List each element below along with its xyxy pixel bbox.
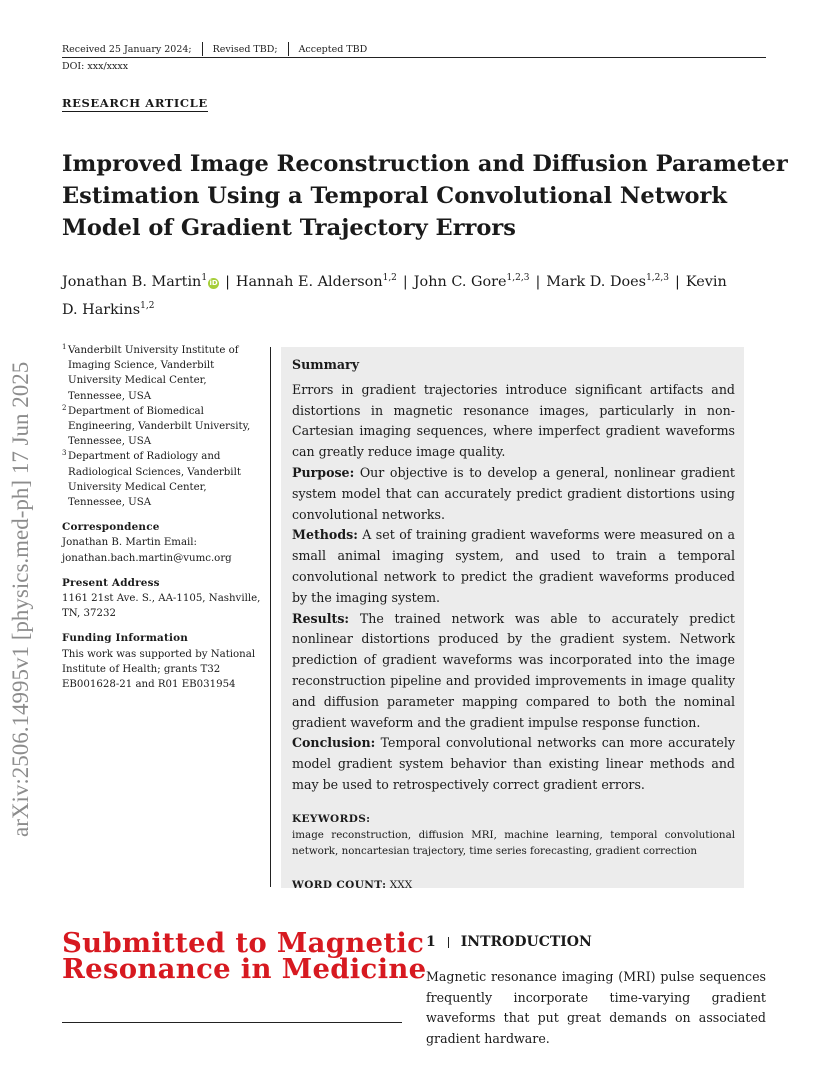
affiliation-ref: 1,2,3 xyxy=(506,273,530,283)
affiliation-line: Tennessee, USA xyxy=(68,390,152,402)
funding-line: EB001628-21 and R01 EB031954 xyxy=(62,679,236,691)
results-label: Results: xyxy=(292,610,350,626)
funding-line: Institute of Health; grants T32 xyxy=(62,663,221,675)
summary-conclusion xyxy=(292,733,735,795)
section-bar xyxy=(448,937,449,948)
affiliation-line: Vanderbilt University Institute of xyxy=(68,345,239,356)
summary-results xyxy=(292,609,735,734)
present-address-line: TN, 37232 xyxy=(62,608,116,620)
title-line: Estimation Using a Temporal Convolutional Network xyxy=(62,183,727,209)
title-line: Improved Image Reconstruction and Diffusion Parameter xyxy=(62,151,788,177)
article-type: RESEARCH ARTICLE xyxy=(62,96,208,110)
keywords-heading: KEYWORDS: xyxy=(292,812,371,825)
affiliation-ref: 1,2 xyxy=(382,273,397,283)
submitted-line: Resonance in Medicine xyxy=(62,953,427,985)
page-header xyxy=(62,42,766,72)
author-name[interactable]: Kevin xyxy=(685,273,727,290)
affiliation-number: 1 xyxy=(62,343,67,351)
affiliation-number: 3 xyxy=(62,449,67,458)
affiliation-ref: 1,2,3 xyxy=(646,273,669,283)
correspondence-email[interactable]: jonathan.bach.martin@vumc.org xyxy=(62,552,232,564)
keywords-text: image reconstruction, diffusion MRI, machine learning, temporal convolutional network, noncartesian trajectory, time series forecasting, gradient correction xyxy=(292,828,735,857)
banner-rule xyxy=(62,1022,402,1023)
funding-line: This work was supported by National xyxy=(62,648,256,660)
summary-purpose xyxy=(292,463,735,525)
word-count-label: WORD COUNT: xyxy=(292,878,387,891)
conclusion-label: Conclusion: xyxy=(292,735,376,751)
methods-text: A set of training gradient waveforms were measured on a small animal imaging system, and used to train a temporal convolutional network to predict the gradient waveforms produced by the imaging system. xyxy=(292,527,735,605)
header-rule xyxy=(62,57,766,58)
affiliation xyxy=(62,449,267,510)
present-address-heading: Present Address xyxy=(62,576,160,589)
received-date: Received 25 January 2024; xyxy=(62,43,192,55)
affiliation-ref: 1 xyxy=(201,273,208,283)
doi: DOI: xxx/xxxx xyxy=(62,61,129,72)
summary-methods xyxy=(292,525,735,608)
funding-heading: Funding Information xyxy=(62,632,189,645)
affiliation-line: Radiological Sciences, Vanderbilt xyxy=(68,466,241,478)
conclusion-text: Temporal convolutional networks can more accurately model gradient system behavior than existing linear methods and may be used to retrospectively correct gradient errors. xyxy=(292,735,735,792)
author-list: Jonathan B. Martin$^1$ iD | Hannah E. Alderson$^{1,2}$ | John C. Gore$^{1,2,3}$ | Mark D. Does$^{1,2,3}$ | Kevin D. Harkins$^{1,2}$ xyxy=(62,273,727,318)
author-name[interactable]: John C. Gore xyxy=(413,273,507,290)
affiliation-line: Tennessee, USA xyxy=(68,497,152,509)
introduction-heading xyxy=(426,934,592,950)
affiliation xyxy=(62,404,267,450)
section-number: 1 xyxy=(426,934,436,950)
results-text: The trained network was able to accurately predict nonlinear distortions produced by the gradient system. Network prediction of gradient waveforms was incorporated into the image reconstruction pipeline and provided improvements in image quality and diffusion parameter mapping compared to both the nominal gradient waveform and the gradient impulse response function. xyxy=(292,610,735,730)
affiliation-line: Department of Radiology and xyxy=(68,451,221,463)
arxiv-stamp: arXiv:2506.14995v1 [physics.med-ph] 17 Jun 2025 xyxy=(8,361,33,837)
introduction-text: Magnetic resonance imaging (MRI) pulse sequences frequently incorporate time-varying gradient waveforms that put great demands on associated gradient hardware. xyxy=(426,969,766,1046)
word-count xyxy=(292,878,735,893)
summary-box xyxy=(281,347,744,891)
submitted-line: Submitted to Magnetic xyxy=(62,927,425,959)
purpose-label: Purpose: xyxy=(292,464,355,480)
affiliation-line: Department of Biomedical xyxy=(68,405,204,417)
purpose-text: Our objective is to develop a general, nonlinear gradient system model that can accurately predict gradient distortions using convolutional networks. xyxy=(292,464,735,522)
left-sidebar xyxy=(62,343,267,692)
present-address-line: 1161 21st Ave. S., AA-1105, Nashville, xyxy=(62,593,261,605)
correspondence-line: Jonathan B. Martin Email: xyxy=(62,537,197,549)
author-name[interactable]: Jonathan B. Martin xyxy=(62,273,202,290)
word-count-value: XXX xyxy=(389,878,413,891)
affiliation-number: 2 xyxy=(62,403,67,412)
section-title: INTRODUCTION xyxy=(460,934,592,950)
title-line: Model of Gradient Trajectory Errors xyxy=(62,215,516,241)
affiliation-line: University Medical Center, xyxy=(68,375,207,387)
submitted-journal-banner xyxy=(62,927,427,985)
summary-intro: Errors in gradient trajectories introduce significant artifacts and distortions in magnetic resonance images, particularly in non-Cartesian imaging sequences, where imperfect gradient waveforms can greatly reduce image quality. xyxy=(292,381,735,460)
affiliation-line: Tennessee, USA xyxy=(68,436,152,448)
paper-title xyxy=(62,148,788,244)
accepted-date: Accepted TBD xyxy=(298,43,368,55)
methods-label: Methods: xyxy=(292,527,358,543)
affiliation-line: Engineering, Vanderbilt University, xyxy=(68,421,251,433)
affiliation-ref: 1,2 xyxy=(140,300,155,311)
revised-date: Revised TBD; xyxy=(212,43,278,55)
author-name[interactable]: Mark D. Does xyxy=(546,273,647,290)
affiliation xyxy=(62,343,267,404)
column-divider xyxy=(270,347,271,887)
summary-heading: Summary xyxy=(292,357,360,372)
author-name[interactable]: D. Harkins xyxy=(62,301,141,318)
author-name[interactable]: Hannah E. Alderson xyxy=(235,273,383,290)
correspondence-heading: Correspondence xyxy=(62,521,160,534)
header-separator xyxy=(288,42,289,56)
header-separator xyxy=(202,42,203,56)
affiliation-line: Imaging Science, Vanderbilt xyxy=(68,360,215,372)
orcid-icon[interactable]: iD xyxy=(209,278,218,287)
affiliation-line: University Medical Center, xyxy=(68,481,207,493)
